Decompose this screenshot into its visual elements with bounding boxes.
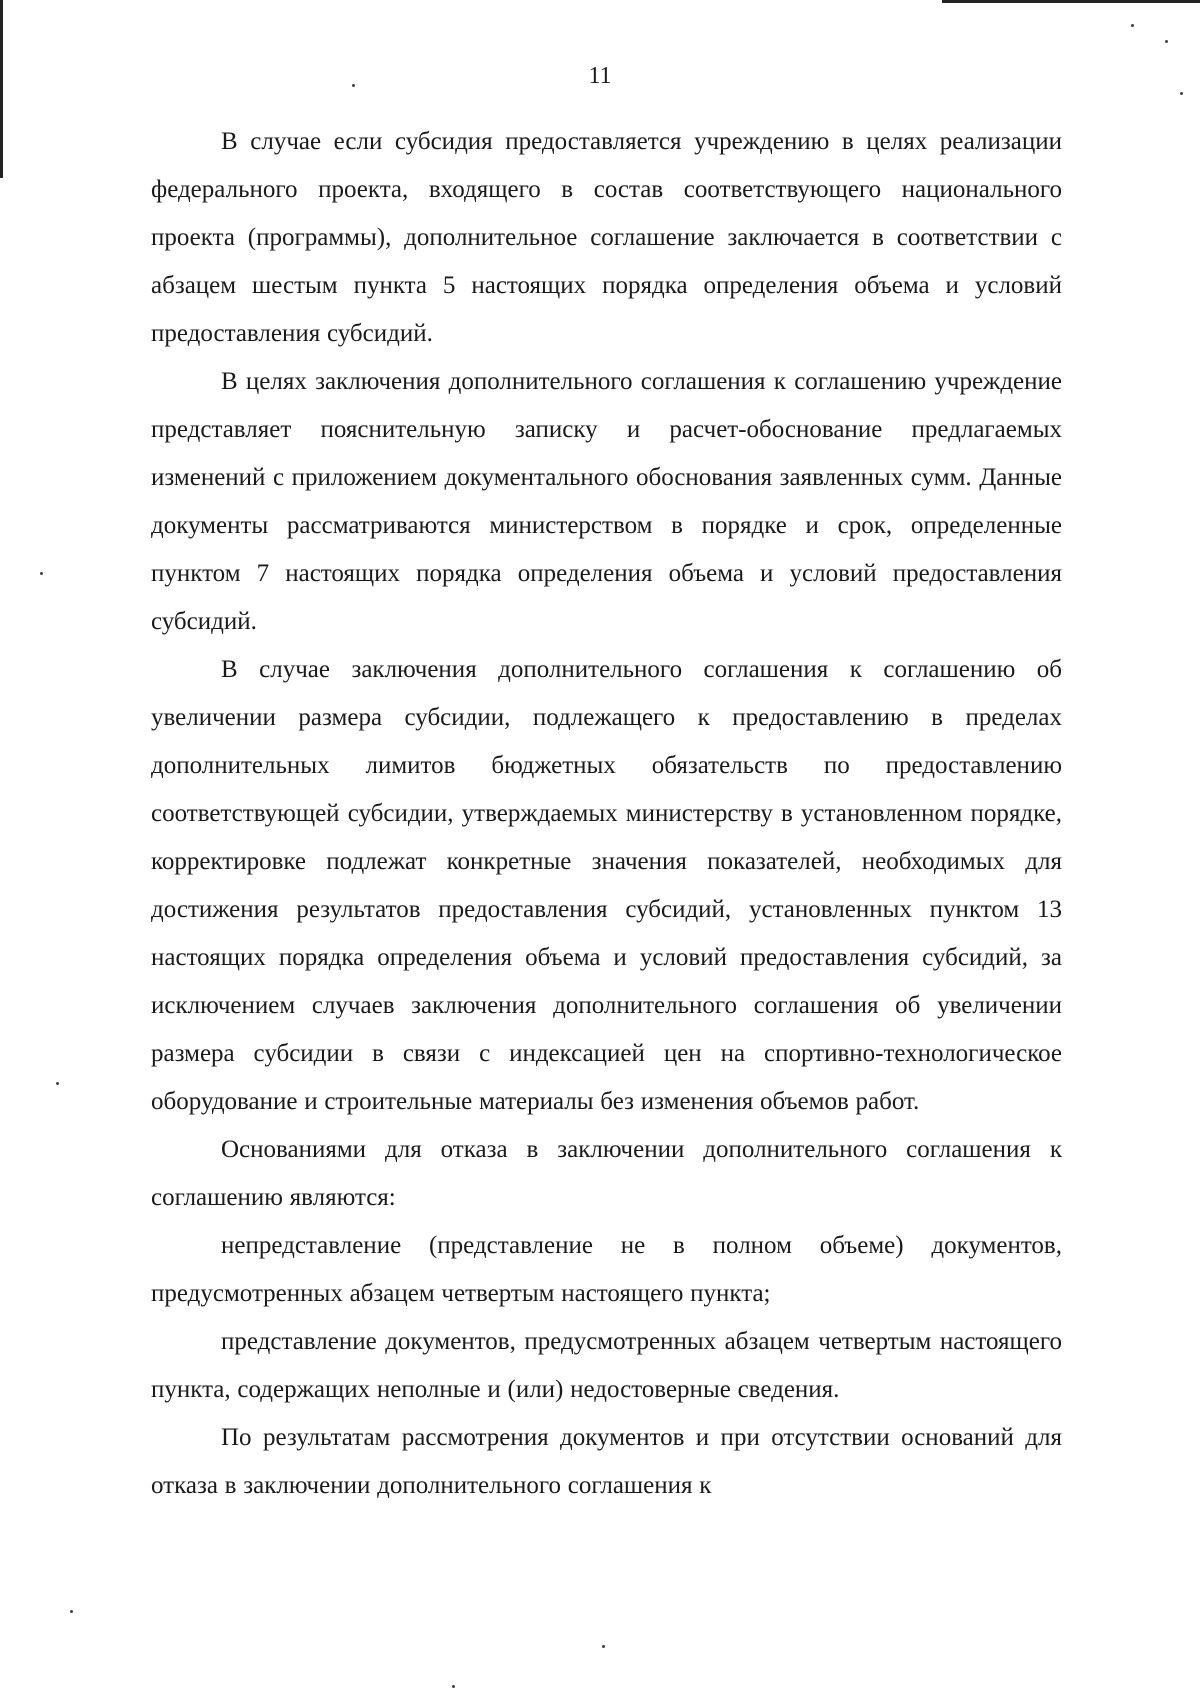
paragraph: В случае если субсидия предоставляется учреждению в целях реализации федерального проекта, входящего в состав соответствующего национального проекта (программы), дополнительное соглашение заключается в соответствии с абзацем шестым пункта 5 настоящих порядка определения объема и условий предоставления субсидий. bbox=[151, 128, 1062, 347]
document-body bbox=[151, 118, 1062, 1510]
paragraph: представление документов, предусмотренных абзацем четвертым настоящего пункта, содержащих неполные и (или) недостоверные сведения. bbox=[151, 1328, 1062, 1403]
scan-speck bbox=[56, 1082, 59, 1085]
scan-speck bbox=[70, 1610, 73, 1613]
paragraph: непредставление (представление не в полном объеме) документов, предусмотренных абзацем четвертым настоящего пункта; bbox=[151, 1232, 1062, 1307]
scan-speck bbox=[1180, 92, 1183, 95]
scan-speck bbox=[40, 572, 43, 575]
page-number: 11 bbox=[588, 63, 612, 89]
scan-speck bbox=[1165, 40, 1168, 43]
paragraph: Основаниями для отказа в заключении дополнительного соглашения к соглашению являются: bbox=[151, 1136, 1062, 1211]
scan-speck bbox=[602, 1645, 605, 1648]
scan-speck bbox=[452, 1685, 455, 1688]
scan-edge-top bbox=[942, 0, 1200, 3]
paragraph: В целях заключения дополнительного соглашения к соглашению учреждение представляет пояснительную записку и расчет-обоснование предлагаемых изменений с приложением документального обоснования заявленных сумм. Данные документы рассматриваются министерством в порядке и срок, определенные пунктом 7 настоящих порядка определения объема и условий предоставления субсидий. bbox=[151, 368, 1062, 635]
paragraph: В случае заключения дополнительного соглашения к соглашению об увеличении размера субсидии, подлежащего к предоставлению в пределах дополнительных лимитов бюджетных обязательств по предоставлению соответствующей субсидии, утверждаемых министерству в установленном порядке, корректировке подлежат конкретные значения показателей, необходимых для достижения результатов предоставления субсидий, установленных пунктом 13 настоящих порядка определения объема и условий предоставления субсидий, за исключением случаев заключения дополнительного соглашения об увеличении размера субсидии в связи с индексацией цен на спортивно-технологическое оборудование и строительные материалы без изменения объемов работ. bbox=[151, 656, 1062, 1115]
paragraph: По результатам рассмотрения документов и при отсутствии оснований для отказа в заключении дополнительного соглашения к bbox=[151, 1424, 1062, 1499]
scan-speck bbox=[1131, 24, 1134, 27]
